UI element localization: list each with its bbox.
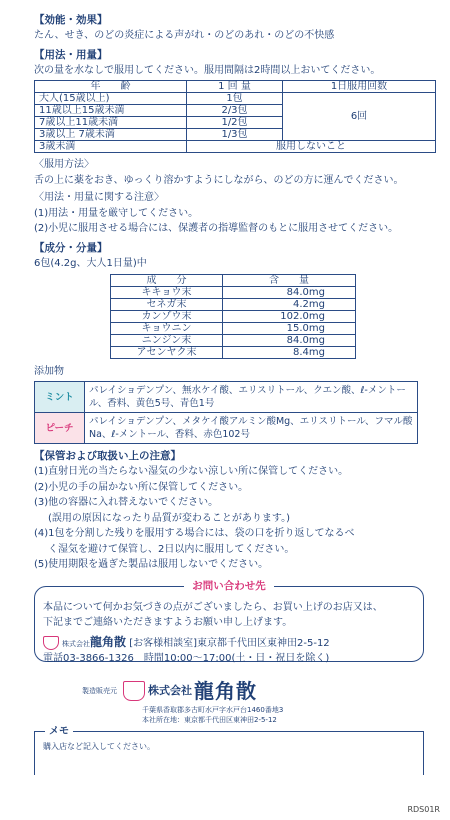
ingredients-heading: 【成分・分量】 xyxy=(34,241,108,254)
maker-address: 本社所在地：東京都千代田区東神田2-5-12 xyxy=(142,715,277,724)
dosage-dose: 1/2包 xyxy=(187,117,283,129)
dosage-header-age: 年 齢 xyxy=(35,81,187,93)
ingredient-name: ニンジン末 xyxy=(111,334,223,346)
mint-label: ミント xyxy=(35,382,85,413)
dosage-heading: 【用法・用量】 xyxy=(34,48,108,61)
ingredient-amount: 8.4mg xyxy=(223,346,356,358)
method-heading: 〈服用方法〉 xyxy=(34,159,94,171)
dosage-caution-item: (1)用法・用量を厳守してください。 xyxy=(34,207,199,219)
dosage-dose: 1包 xyxy=(187,93,283,105)
dosage-age: 7歳以上11歳未満 xyxy=(35,117,187,129)
dosage-times: 6回 xyxy=(283,93,436,141)
ingredient-amount: 4.2mg xyxy=(223,298,356,310)
additives-heading: 添加物 xyxy=(34,365,64,377)
contact-phone: 電話03-3866-1326 時間10:00〜17:00(土・日・祝日を除く) xyxy=(43,653,330,665)
storage-item: (2)小児の手の届かない所に保管してください。 xyxy=(34,481,249,493)
ingredient-amount: 102.0mg xyxy=(223,310,356,322)
dosage-table xyxy=(34,80,436,153)
ingredient-name: カンゾウ末 xyxy=(111,310,223,322)
ingredients-table xyxy=(110,274,356,359)
mint-additives: パレイショデンプン、無水ケイ酸、エリスリトール、クエン酸、ℓ-メントール、香料、黄色5号、青色1号 xyxy=(85,382,418,413)
dosage-age: 3歳以上 7歳未満 xyxy=(35,129,187,141)
dosage-header-times: 1日服用回数 xyxy=(283,81,436,93)
storage-heading: 【保管および取扱い上の注意】 xyxy=(34,450,181,463)
company-emblem-icon xyxy=(43,636,59,650)
storage-item: (5)使用期限を過ぎた製品は服用しないでください。 xyxy=(34,559,269,571)
dosage-dose: 1/3包 xyxy=(187,129,283,141)
dosage-age-under3: 3歳未満 xyxy=(35,141,187,153)
ingredient-name: キキョウ末 xyxy=(111,286,223,298)
storage-item: (4)1包を分割した残りを服用する場合には、袋の口を折り返してなるべ xyxy=(34,528,355,540)
contact-line: 本品について何かお気づきの点がございましたら、お買い上げのお店又は、 xyxy=(43,601,383,613)
contact-title: お問い合わせ先 xyxy=(184,580,274,592)
ingredient-amount: 84.0mg xyxy=(223,334,356,346)
ingredient-amount: 15.0mg xyxy=(223,322,356,334)
dosage-under3-note: 服用しないこと xyxy=(187,141,436,153)
dosage-age: 大人(15歳以上) xyxy=(35,93,187,105)
ingredients-intro: 6包(4.2g、大人1日量)中 xyxy=(34,258,147,270)
dosage-dose: 2/3包 xyxy=(187,105,283,117)
efficacy-text: たん、せき、のどの炎症による声がれ・のどのあれ・のどの不快感 xyxy=(34,30,335,42)
ingredient-name: キョウニン xyxy=(111,322,223,334)
maker-prefix: 株式会社 xyxy=(148,683,192,697)
dosage-intro: 次の量を水なしで服用してください。服用間隔は2時間以上おいてください。 xyxy=(34,64,381,76)
contact-company-prefix: 株式会社 xyxy=(62,639,90,648)
memo-title: メモ xyxy=(45,725,73,739)
maker-logo: 龍角散 xyxy=(194,678,257,703)
maker-label: 製造販売元 xyxy=(82,687,117,696)
ingredients-header-amount: 含 量 xyxy=(223,274,356,286)
memo-text: 購入店など記入してください。 xyxy=(43,741,155,751)
ingredients-header-name: 成 分 xyxy=(111,274,223,286)
storage-item: (3)他の容器に入れ替えないでください。 xyxy=(34,497,219,509)
dosage-age: 11歳以上15歳未満 xyxy=(35,105,187,117)
ingredient-name: アセンヤク末 xyxy=(111,346,223,358)
storage-item: く湿気を避けて保管し、2日以内に服用してください。 xyxy=(48,543,295,555)
maker-emblem-icon xyxy=(123,681,145,701)
dosage-header-dose: 1 回 量 xyxy=(187,81,283,93)
efficacy-heading: 【効能・効果】 xyxy=(34,14,108,26)
peach-label: ピーチ xyxy=(35,413,85,444)
contact-company-name: 龍角散 xyxy=(90,634,127,649)
product-code: RDS01R xyxy=(407,805,440,815)
ingredient-amount: 84.0mg xyxy=(223,286,356,298)
contact-box xyxy=(34,579,424,665)
storage-item: (1)直射日光の当たらない湿気の少ない涼しい所に保管してください。 xyxy=(34,466,349,478)
contact-dept: [お客様相談室]東京都千代田区東神田2-5-12 xyxy=(129,637,330,649)
additives-table xyxy=(34,381,418,444)
dosage-caution-item: (2)小児に服用させる場合には、保護者の指導監督のもとに服用させてください。 xyxy=(34,223,399,235)
memo-box xyxy=(34,725,424,775)
method-text: 舌の上に薬をおき、ゆっくり溶かすようにしながら、のどの方に運んでください。 xyxy=(34,174,404,186)
peach-additives: パレイショデンプン、メタケイ酸アルミン酸Mg、エリスリトール、フマル酸Na、ℓ-メントール、香料、赤色102号 xyxy=(85,413,418,444)
maker-block xyxy=(82,678,436,725)
maker-address: 千葉県香取郡多古町水戸字水戸台1460番地3 xyxy=(142,705,284,714)
contact-line: 下記までご連絡いただきますようお願い申し上げます。 xyxy=(43,617,293,629)
dosage-caution-heading: 〈用法・用量に関する注意〉 xyxy=(34,192,164,204)
storage-item: (誤用の原因になったり品質が変わることがあります。) xyxy=(48,512,291,524)
ingredient-name: セネガ末 xyxy=(111,298,223,310)
